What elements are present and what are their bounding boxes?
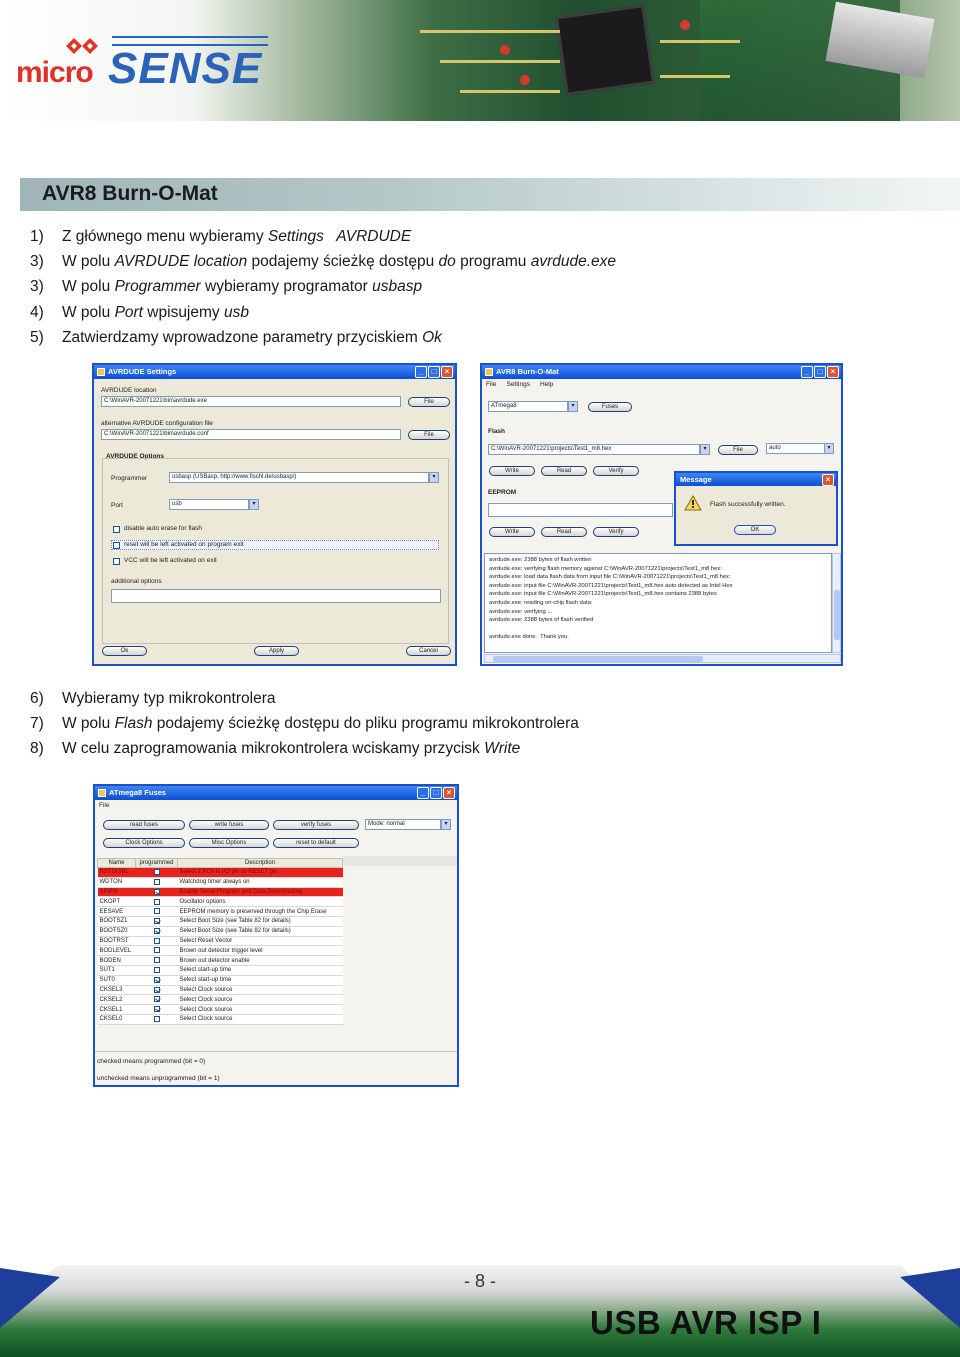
fuse-name: RSTDISBL [98, 868, 136, 878]
table-header-fill [343, 856, 457, 866]
log-line: avrdude.exe: input file C:\WinAVR-20071221\projects\Test1_m8.hex contains 2388 bytes [489, 591, 717, 598]
step-item [30, 304, 616, 329]
dialog-message: Flash successfully written. [710, 501, 786, 508]
log-scrollbar[interactable] [832, 553, 841, 653]
step-item [30, 329, 616, 354]
dialog-titlebar [676, 473, 836, 486]
cancel-button[interactable]: Cancel [406, 646, 451, 656]
fuse-programmed-cell [136, 1014, 178, 1024]
table-row[interactable] [98, 1014, 343, 1024]
dialog-title: Message [680, 475, 712, 484]
horizontal-scrollbar[interactable] [484, 654, 841, 663]
step-item [30, 228, 616, 253]
eeprom-read-button[interactable]: Read [541, 527, 587, 537]
fuse-programmed-cell [136, 916, 178, 926]
fuses-table [97, 858, 343, 1025]
step-text: W polu [62, 715, 115, 733]
port-label: Port [111, 502, 123, 509]
step-number: 3) [30, 253, 44, 271]
fuse-description: Select Clock source [178, 1014, 343, 1024]
fuse-programmed-cell [136, 926, 178, 936]
reset-activated-label: reset will be left activated on program exit [124, 541, 244, 548]
fuse-description: Enable Serial Program and Data Downloading [178, 887, 343, 897]
table-row[interactable] [98, 965, 343, 975]
minimize-icon[interactable]: _ [801, 366, 813, 378]
fuse-description: Oscillator options [178, 897, 343, 907]
log-line [489, 625, 827, 634]
fuse-description: EEPROM memory is preserved through the Chip Erase [178, 907, 343, 917]
flash-path-input[interactable]: C:\WinAVR-20071221\projects\Test1_m8.hex [488, 444, 700, 455]
step-text: podajemy ścieżkę dostępu do pliku programu mikrokontrolera [152, 715, 579, 733]
avrdude-location-input[interactable]: C:\WinAVR-20071221\bin\avrdude.exe [101, 396, 401, 407]
step-text: AVRDUDE location [114, 253, 248, 271]
table-row[interactable] [98, 936, 343, 946]
step-number: 1) [30, 228, 44, 245]
additional-options-label: additional options [111, 578, 162, 585]
eeprom-verify-button[interactable]: Verify [593, 527, 639, 537]
fuse-checkbox[interactable] [154, 869, 160, 875]
fuse-checkbox[interactable] [154, 918, 160, 924]
fuse-description: Select Clock source [178, 985, 343, 995]
write-fuses-button[interactable]: write fuses [189, 820, 269, 830]
step-item [30, 690, 579, 715]
chevron-down-icon[interactable]: ▾ [824, 443, 834, 454]
fuse-name: EESAVE [98, 907, 136, 917]
app-icon [98, 789, 106, 797]
fuse-description: Select Clock source [178, 995, 343, 1005]
steps-list-b [30, 690, 579, 766]
header-banner [0, 0, 960, 121]
fuse-name: CKSEL1 [98, 1005, 136, 1015]
close-icon[interactable]: × [441, 366, 453, 378]
flash-file-button[interactable]: File [718, 445, 758, 455]
step-text: podajemy ścieżkę dostępu [247, 253, 439, 271]
step-text: Programmer [114, 278, 201, 296]
step-text: W polu [62, 278, 115, 296]
fuse-description: Watchdog timer always on [178, 877, 343, 887]
table-row[interactable] [98, 926, 343, 936]
avrdude-options-label: AVRDUDE Options [106, 453, 165, 460]
table-row[interactable] [98, 946, 343, 956]
section-title: AVR8 Burn-O-Mat [42, 182, 218, 205]
chevron-down-icon[interactable]: ▾ [249, 499, 259, 510]
fuse-checkbox[interactable] [154, 908, 160, 914]
pcb-trace [420, 30, 560, 33]
port-input[interactable]: usb [169, 499, 249, 510]
led-photo [520, 75, 530, 85]
window-titlebar [95, 786, 457, 800]
pcb-trace [460, 90, 560, 93]
pcb-trace [440, 60, 560, 63]
fuse-name: BOOTSZ1 [98, 916, 136, 926]
step-number: 4) [30, 303, 44, 321]
fuse-programmed-cell [136, 877, 178, 887]
fuse-programmed-cell [136, 936, 178, 946]
table-row[interactable] [98, 956, 343, 966]
fuses-window [93, 784, 459, 1087]
step-text: do [438, 253, 456, 271]
additional-options-input[interactable] [111, 589, 441, 603]
fuse-programmed-cell [136, 1005, 178, 1015]
step-item [30, 740, 579, 765]
step-text: W polu [62, 253, 115, 271]
window-title: AVR8 Burn-O-Mat [496, 367, 559, 376]
fuse-checkbox[interactable] [154, 889, 160, 895]
menu-file[interactable]: File [486, 381, 497, 388]
format-select[interactable]: auto [766, 443, 826, 454]
chevron-down-icon[interactable]: ▾ [700, 444, 710, 455]
chevron-down-icon[interactable]: ▾ [568, 401, 578, 412]
disable-auto-erase-checkbox[interactable] [113, 526, 120, 533]
fuse-programmed-cell [136, 965, 178, 975]
reset-activated-checkbox[interactable] [113, 542, 120, 549]
fuse-checkbox[interactable] [154, 928, 160, 934]
fuse-programmed-cell [136, 907, 178, 917]
fuses-button[interactable]: Fuses [588, 402, 632, 412]
dialog-ok-button[interactable]: OK [734, 525, 776, 535]
fuse-name: BODLEVEL [98, 946, 136, 956]
app-icon [97, 368, 105, 376]
led-photo [680, 20, 690, 30]
step-number: 6) [30, 690, 44, 707]
step-text: Ok [422, 328, 442, 346]
programmer-select[interactable]: usbasp (USBasp, http://www.fischl.de/usbasp/) [169, 472, 429, 483]
fuse-checkbox[interactable] [154, 1006, 160, 1012]
maximize-icon[interactable]: □ [428, 366, 440, 378]
step-text: W polu [62, 303, 115, 321]
step-text: Flash [114, 715, 153, 733]
ok-button[interactable]: Ok [102, 646, 147, 656]
menu-file[interactable]: File [99, 802, 110, 809]
window-title: AVRDUDE Settings [108, 367, 177, 376]
alt-config-label: alternative AVRDUDE configuration file [101, 420, 213, 427]
close-icon[interactable]: × [822, 474, 834, 486]
flash-read-button[interactable]: Read [541, 466, 587, 476]
verify-fuses-button[interactable]: verify fuses [273, 820, 359, 830]
table-row[interactable] [98, 907, 343, 917]
app-icon [485, 368, 493, 376]
fuse-description: Select Boot Size (see Table 82 for details) [178, 916, 343, 926]
reset-default-button[interactable]: reset to default [273, 838, 359, 848]
step-text: avrdude.exe [530, 253, 617, 271]
minimize-icon[interactable]: _ [415, 366, 427, 378]
config-file-button[interactable]: File [408, 430, 450, 440]
log-line: avrdude.exe: verifying flash memory against C:\WinAVR-20071221\projects\Test1_m8.hex: [489, 565, 722, 572]
eeprom-label: EEPROM [488, 489, 517, 496]
hscroll-thumb[interactable] [493, 656, 703, 662]
fuse-checkbox[interactable] [154, 1016, 160, 1022]
table-row[interactable] [98, 897, 343, 907]
flash-label: Flash [488, 428, 505, 435]
step-text: Z głównego menu wybieramy [62, 228, 268, 245]
pcb-trace [660, 40, 740, 43]
misc-options-button[interactable]: Misc Options [189, 838, 269, 848]
output-log[interactable] [484, 553, 832, 653]
fuse-description: Brown out detector enable [178, 956, 343, 966]
window-titlebar [482, 365, 841, 379]
fuse-checkbox[interactable] [154, 879, 160, 885]
step-text: Port [114, 303, 143, 321]
log-line: avrdude.exe done. Thank you. [489, 634, 569, 641]
step-item [30, 278, 616, 303]
fuse-name: WDTON [98, 877, 136, 887]
fuse-name: CKSEL2 [98, 995, 136, 1005]
window-titlebar [94, 365, 455, 379]
fuse-name: BOOTRST [98, 936, 136, 946]
logo-mark-icon [62, 34, 102, 58]
minimize-icon[interactable]: _ [417, 787, 429, 799]
fuse-checkbox[interactable] [154, 957, 160, 963]
step-item [30, 253, 616, 278]
menu-bar [95, 800, 457, 812]
log-line: avrdude.exe: load data flash data from input file C:\WinAVR-20071221\projects\Test1_m8.hex: [489, 574, 731, 581]
step-text: usb [223, 303, 249, 321]
chevron-down-icon[interactable]: ▾ [429, 472, 439, 483]
logo-sense-text: SENSE [108, 44, 263, 93]
table-row[interactable] [98, 877, 343, 887]
step-number: 5) [30, 328, 44, 346]
fuse-programmed-cell [136, 887, 178, 897]
location-file-button[interactable]: File [408, 397, 450, 407]
step-text: Wybieramy typ mikrokontrolera [62, 690, 276, 707]
flash-write-button[interactable]: Write [489, 466, 535, 476]
menu-settings[interactable]: Settings [506, 381, 530, 388]
footer-title: USB AVR ISP I [590, 1304, 822, 1341]
table-row[interactable] [98, 916, 343, 926]
fuse-checkbox[interactable] [154, 947, 160, 953]
fuse-description: Select start-up time [178, 965, 343, 975]
message-dialog [674, 471, 838, 546]
step-text: wybieramy programator [200, 278, 373, 296]
step-text: wpisujemy [143, 303, 224, 321]
fuse-programmed-cell [136, 897, 178, 907]
table-row[interactable] [98, 868, 343, 878]
step-number: 7) [30, 715, 44, 733]
step-text: programu [455, 253, 531, 271]
fuse-checkbox[interactable] [154, 967, 160, 973]
divider [95, 1051, 457, 1052]
apply-button[interactable]: Apply [254, 646, 299, 656]
flash-verify-button[interactable]: Verify [593, 466, 639, 476]
maximize-icon[interactable]: □ [430, 787, 442, 799]
log-line: avrdude.exe: 2388 bytes of flash written [489, 557, 592, 563]
read-fuses-button[interactable]: read fuses [103, 820, 185, 830]
table-row[interactable] [98, 975, 343, 985]
fuse-name: SUT0 [98, 975, 136, 985]
step-text: Settings AVRDUDE [267, 228, 412, 245]
step-number: 3) [30, 278, 44, 296]
vcc-activated-checkbox[interactable] [113, 558, 120, 565]
logo-micro-text: micro [16, 56, 93, 89]
step-item [30, 715, 579, 740]
log-line: avrdude.exe: reading on-chip flash data: [489, 599, 593, 606]
fuse-programmed-cell [136, 985, 178, 995]
fuse-checkbox[interactable] [154, 977, 160, 983]
fuse-description: Select if PC6 is I/O pin or RESET pin [178, 868, 343, 878]
table-row[interactable] [98, 1005, 343, 1015]
fuse-name: BOOTSZ0 [98, 926, 136, 936]
fuse-programmed-cell [136, 868, 178, 878]
chevron-down-icon[interactable]: ▾ [441, 819, 451, 830]
step-text: Zatwierdzamy wprowadzone parametry przyciskiem [62, 328, 423, 346]
burn-o-mat-window [480, 363, 843, 666]
fuse-name: SUT1 [98, 965, 136, 975]
table-row[interactable] [98, 995, 343, 1005]
col-description: Description [178, 859, 343, 868]
log-line: avrdude.exe: verifying ... [489, 608, 553, 615]
maximize-icon[interactable]: □ [814, 366, 826, 378]
menu-bar [482, 379, 841, 391]
fuse-programmed-cell [136, 995, 178, 1005]
fuse-checkbox[interactable] [154, 938, 160, 944]
log-line: avrdude.exe: 2388 bytes of flash verified [489, 617, 594, 624]
info-icon [684, 495, 702, 511]
avrdude-settings-window [92, 363, 457, 666]
options-group [102, 458, 449, 644]
fuse-description: Select start-up time [178, 975, 343, 985]
fuse-programmed-cell [136, 946, 178, 956]
fuse-name: SPIEN [98, 887, 136, 897]
fuse-checkbox[interactable] [154, 987, 160, 993]
close-icon[interactable]: × [443, 787, 455, 799]
col-programmed: programmed [136, 859, 178, 868]
menu-help[interactable]: Help [539, 381, 554, 388]
fuse-name: BODEN [98, 956, 136, 966]
vcc-activated-label: VCC will be left activated on exit [124, 557, 217, 564]
chip-photo [555, 4, 655, 96]
eeprom-write-button[interactable]: Write [489, 527, 535, 537]
close-icon[interactable]: × [827, 366, 839, 378]
fuse-description: Brown out detector trigger level [178, 946, 343, 956]
steps-list-a [30, 228, 616, 354]
step-number: 8) [30, 740, 44, 758]
fuse-checkbox[interactable] [154, 996, 160, 1002]
fuse-name: CKSEL0 [98, 1014, 136, 1024]
pcb-trace [660, 75, 730, 78]
window-title: ATmega8 Fuses [109, 788, 166, 797]
avrdude-location-label: AVRDUDE location [101, 387, 157, 394]
disable-auto-erase-label: disable auto erase for flash [124, 525, 203, 532]
step-text: usbasp [372, 278, 423, 296]
step-text: Write [484, 740, 521, 758]
alt-config-input[interactable]: C:\WinAVR-20071221\bin\avrdude.conf [101, 429, 401, 440]
fuse-name: CKOPT [98, 897, 136, 907]
fuse-description: Select Clock source [178, 1005, 343, 1015]
fuse-programmed-cell [136, 956, 178, 966]
fuse-description: Select Reset Vector [178, 936, 343, 946]
led-photo [500, 45, 510, 55]
microsense-logo [16, 34, 276, 94]
eeprom-path-input[interactable] [488, 503, 673, 517]
legend-unchecked: unchecked means unprogrammed (bit = 1) [97, 1075, 220, 1082]
scroll-thumb[interactable] [834, 590, 840, 640]
fuse-checkbox[interactable] [154, 899, 160, 905]
fuse-name: CKSEL3 [98, 985, 136, 995]
col-name: Name [98, 859, 136, 868]
fuse-description: Select Boot Size (see Table 82 for details) [178, 926, 343, 936]
log-line: avrdude.exe: input file C:\WinAVR-20071221\projects\Test1_m8.hex auto detected as Intel Hex [489, 582, 733, 589]
device-select[interactable]: ATmega8 [488, 401, 568, 412]
page-number: - 8 - [463, 1271, 496, 1291]
table-row[interactable] [98, 887, 343, 897]
step-text: W celu zaprogramowania mikrokontrolera wciskamy przycisk [62, 740, 485, 758]
programmer-label: Programmer [111, 475, 148, 482]
mode-select[interactable]: Mode: normal [365, 819, 441, 830]
clock-options-button[interactable]: Clock Options [103, 838, 185, 848]
fuse-programmed-cell [136, 975, 178, 985]
table-row[interactable] [98, 985, 343, 995]
legend-checked: checked means programmed (bit = 0) [97, 1058, 206, 1065]
